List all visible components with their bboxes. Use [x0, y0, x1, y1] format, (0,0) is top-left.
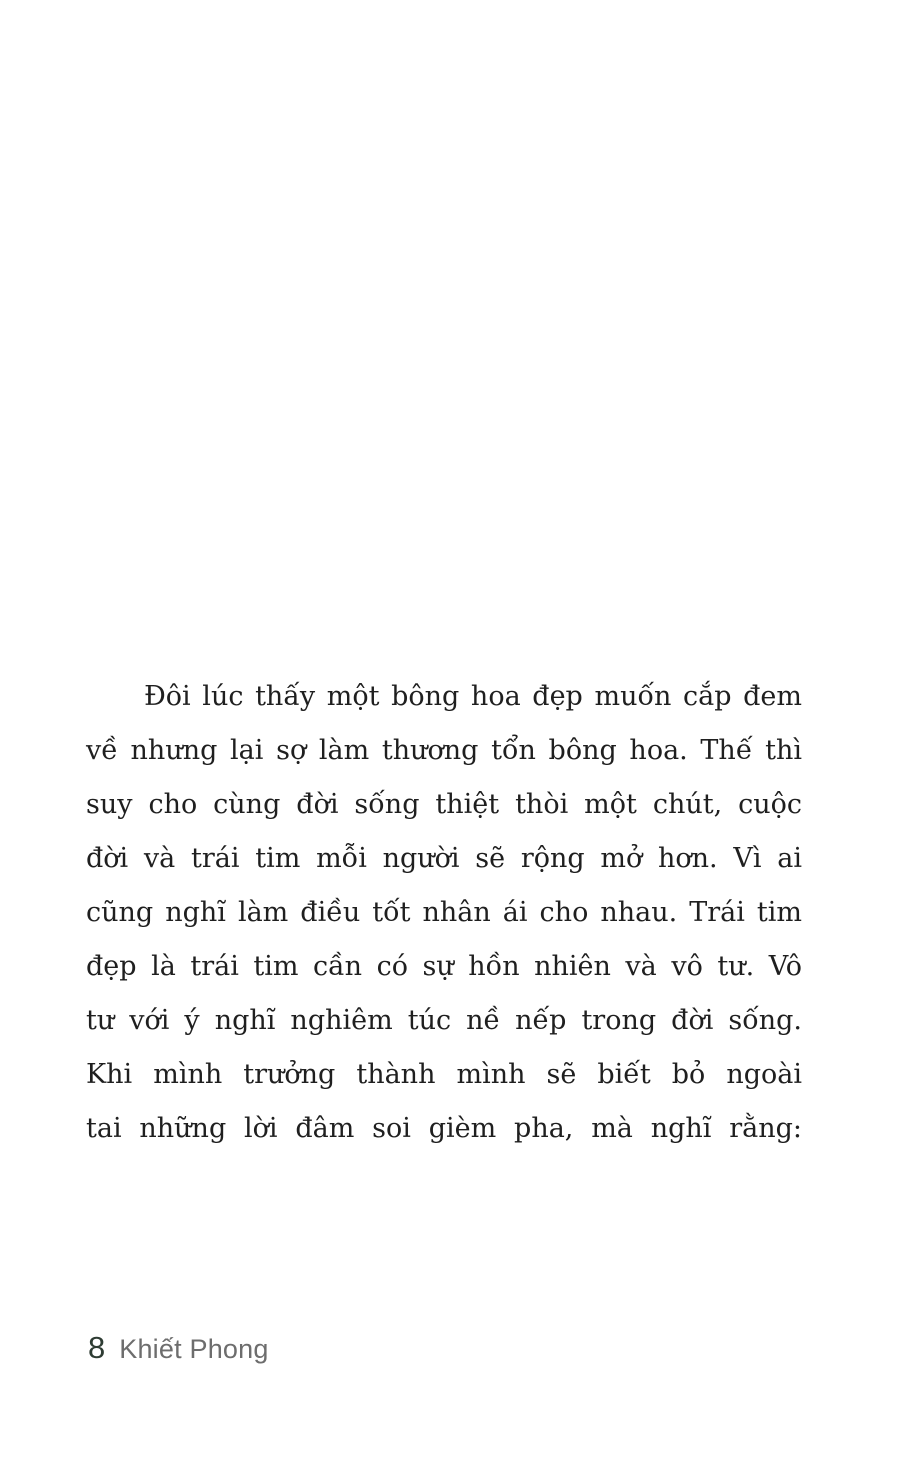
paragraph-line: tai những lời đâm soi gièm pha, mà nghĩ rằng: [86, 1113, 802, 1144]
paragraph-line: Đôi lúc thấy một bông hoa đẹp muốn cắp đem [144, 681, 802, 712]
running-author: Khiết Phong [119, 1334, 269, 1364]
paragraph-line: cũng nghĩ làm điều tốt nhân ái cho nhau. Trái tim [86, 897, 802, 928]
body-paragraph [86, 670, 802, 1156]
paragraph-line: đời và trái tim mỗi người sẽ rộng mở hơn. Vì ai [86, 843, 802, 874]
page-footer [88, 1330, 269, 1378]
paragraph-line: về nhưng lại sợ làm thương tổn bông hoa. Thế thì [86, 735, 802, 766]
paragraph-line: tư với ý nghĩ nghiêm túc nề nếp trong đời sống. [86, 1005, 802, 1036]
page-number: 8 [88, 1330, 106, 1365]
paragraph-line: đẹp là trái tim cần có sự hồn nhiên và vô tư. Vô [86, 951, 802, 982]
paragraph-line: Khi mình trưởng thành mình sẽ biết bỏ ngoài [86, 1059, 802, 1090]
paragraph-line: suy cho cùng đời sống thiệt thòi một chút, cuộc [86, 789, 802, 820]
